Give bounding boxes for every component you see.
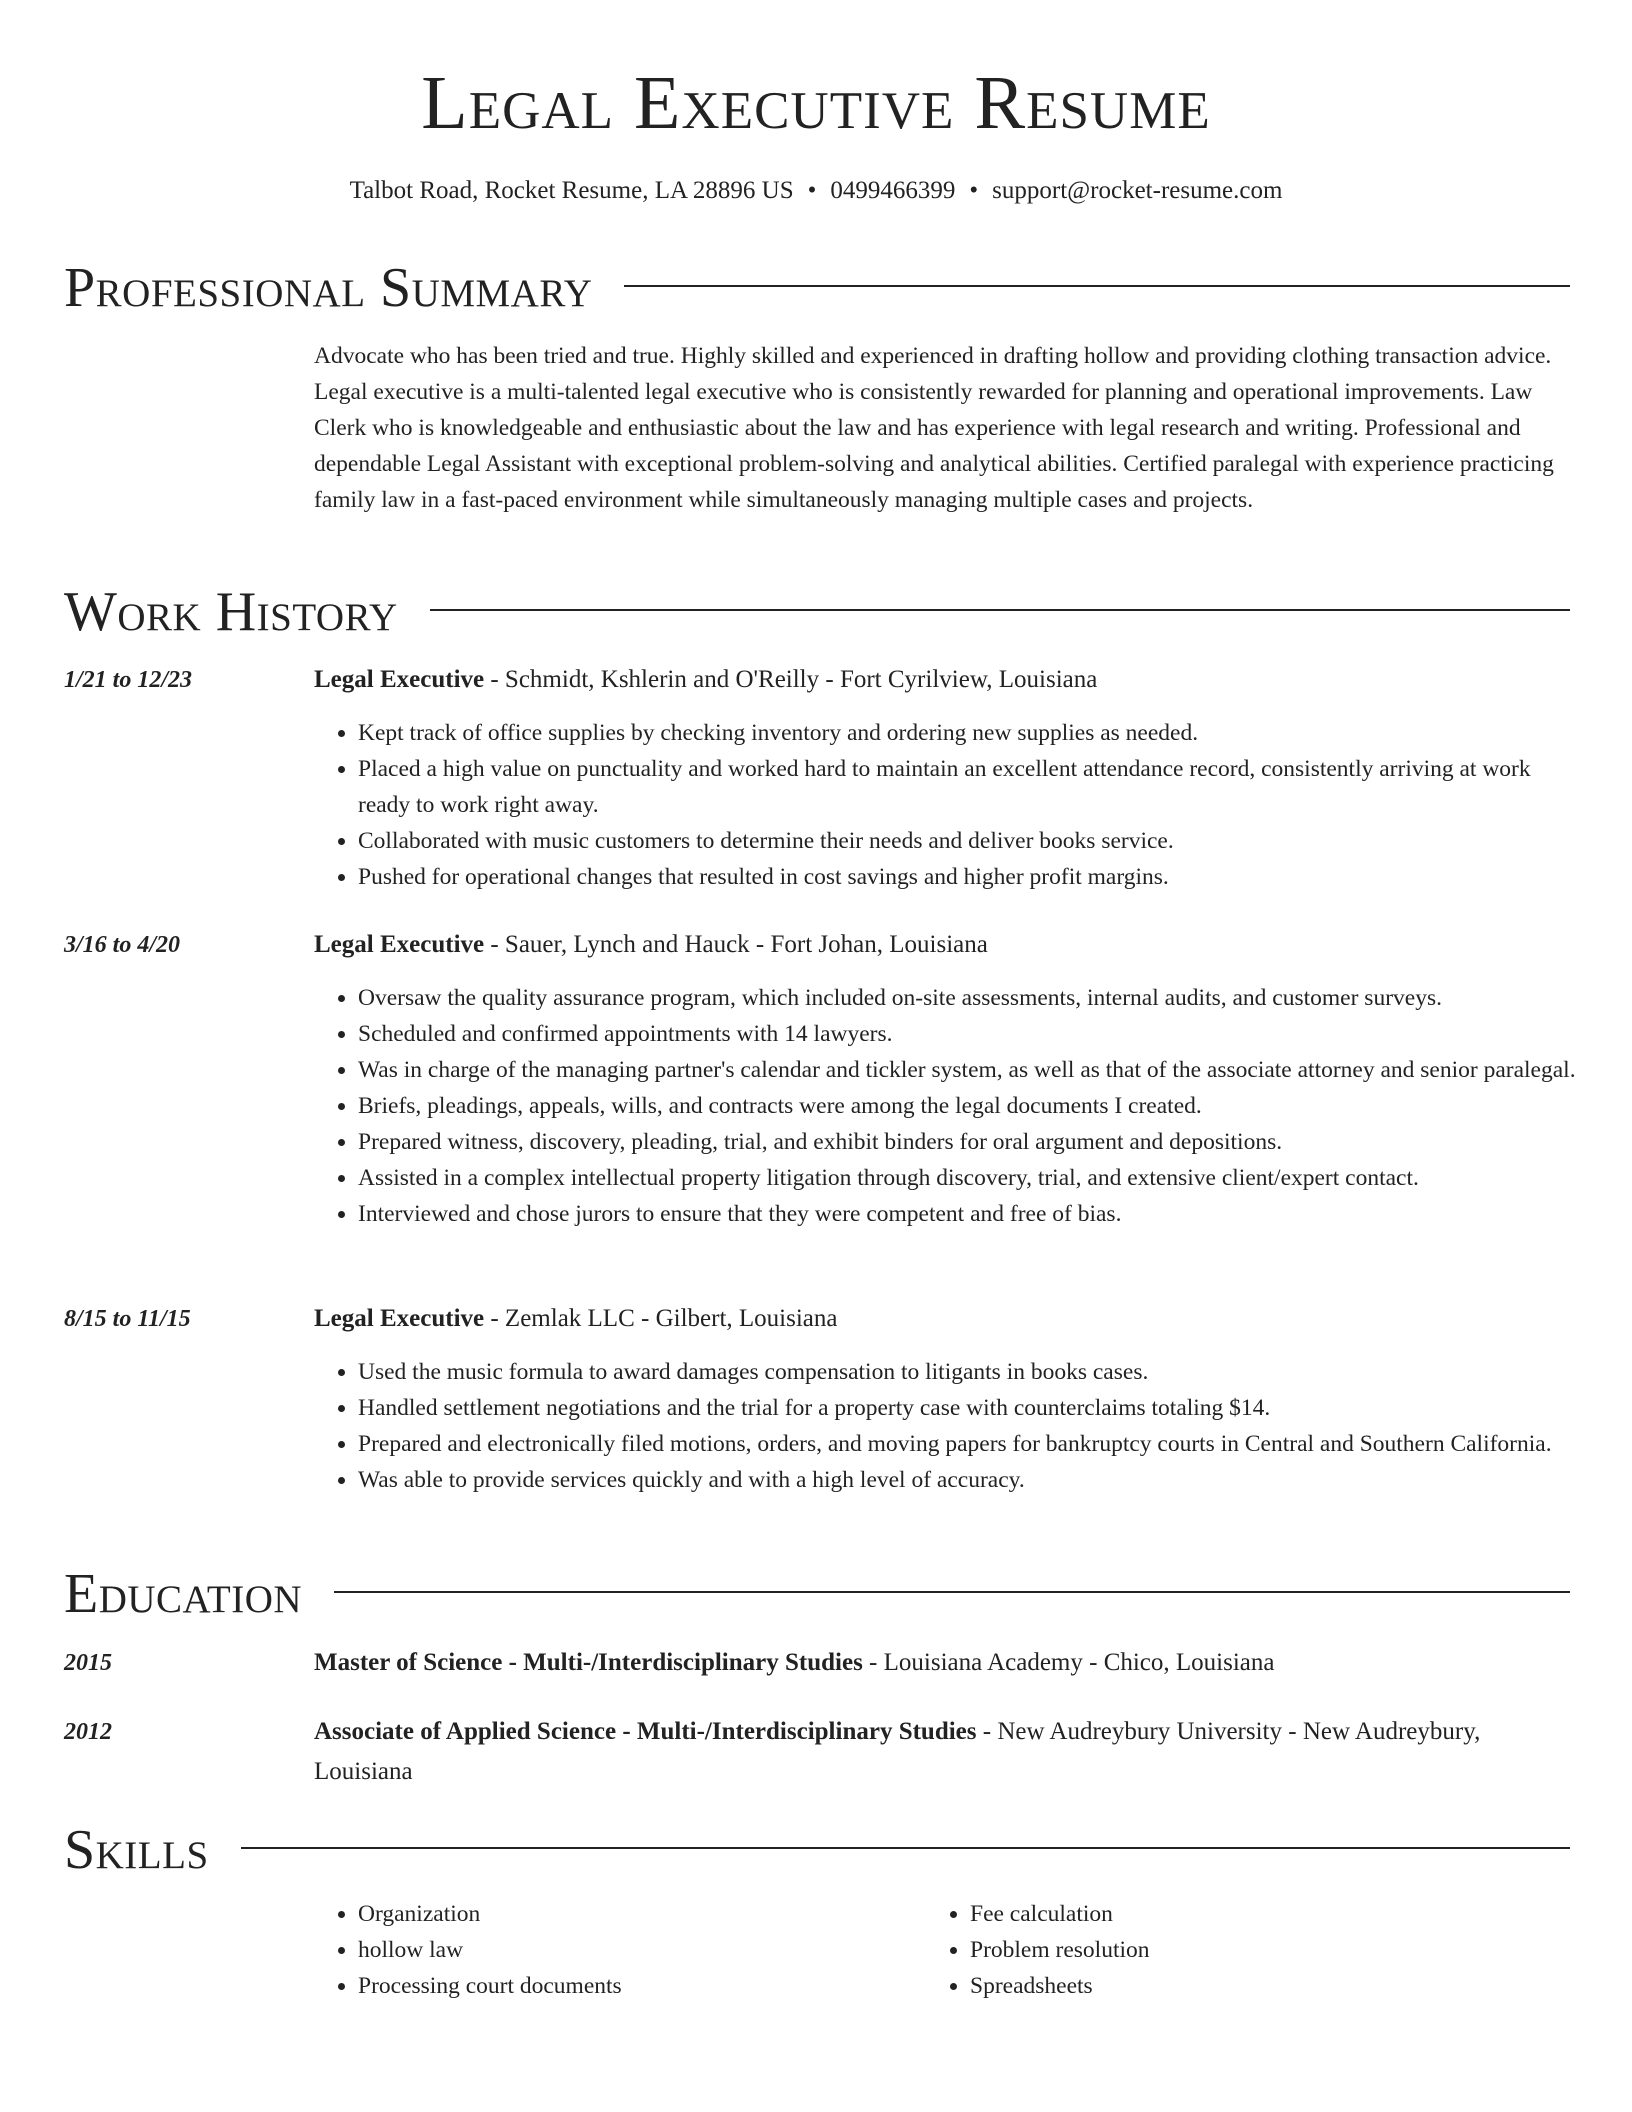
- job-bullet: • Collaborated with music customers to determine their needs and deliver books service.: [358, 823, 1588, 859]
- job-bullets: [314, 715, 1588, 895]
- contact-address: Talbot Road, Rocket Resume, LA 28896 US: [349, 177, 794, 204]
- education-line: [314, 1712, 1570, 1792]
- summary-text: Advocate who has been tried and true. Highly skilled and experienced in drafting hollow and providing clothing transaction advice. Legal executive is a multi-talented legal executive who is consistently rewarded for planning and operational improvements. Law Clerk who is knowledgeable and enthusiastic about the law and has experience with legal research and writing. Professional and dependable Legal Assistant with exceptional problem-solving and analytical abilities. Certified paralegal with experience practicing family law in a fast-paced environment while simultaneously managing multiple cases and projects.: [314, 343, 1554, 513]
- job-details: - Zemlak LLC - Gilbert, Louisiana: [484, 1305, 838, 1332]
- education-details: - Louisiana Academy - Chico, Louisiana: [862, 1649, 1275, 1676]
- job-details: - Schmidt, Kshlerin and O'Reilly - Fort Cyrilview, Louisiana: [484, 666, 1098, 693]
- job-bullet: • Kept track of office supplies by checking inventory and ordering new supplies as needed.: [358, 715, 1588, 751]
- contact-separator: •: [969, 177, 979, 204]
- job-dates: 8/15 to 11/15: [64, 1306, 191, 1332]
- skills-list-left: [314, 1896, 918, 2004]
- section-divider: [241, 1847, 1570, 1849]
- contact-email: support@rocket-resume.com: [992, 177, 1283, 204]
- contact-phone: 0499466399: [830, 177, 956, 204]
- section-divider: [430, 609, 1570, 611]
- contact-separator: •: [807, 177, 817, 204]
- resume-title: Legal Executive Resume: [421, 61, 1211, 145]
- job-dates: 1/21 to 12/23: [64, 667, 193, 693]
- job-dates: 3/16 to 4/20: [64, 932, 181, 958]
- job-title: Legal Executive: [314, 666, 485, 693]
- education-section-header: [64, 1562, 1570, 1626]
- job-bullet: • Briefs, pleadings, appeals, wills, and contracts were among the legal documents I created.: [358, 1088, 1588, 1124]
- job-bullet: • Interviewed and chose jurors to ensure that they were competent and free of bias.: [358, 1196, 1588, 1232]
- job-bullets: [314, 980, 1588, 1232]
- education-line: [314, 1643, 1570, 1683]
- job-bullet: • Placed a high value on punctuality and worked hard to maintain an excellent attendance record, consistently arriving at work ready to work right away.: [358, 751, 1588, 823]
- summary-section-header: [64, 256, 1570, 320]
- job-bullets: [314, 1354, 1588, 1498]
- skills-list-right: [926, 1896, 1530, 2004]
- job-bullet: • Assisted in a complex intellectual property litigation through discovery, trial, and extensive client/expert contact.: [358, 1160, 1588, 1196]
- skill-item: • hollow law: [358, 1932, 918, 1968]
- summary-heading: Professional Summary: [64, 257, 593, 319]
- job-bullet: • Prepared and electronically filed motions, orders, and moving papers for bankruptcy courts in Central and Southern California.: [358, 1426, 1588, 1462]
- education-year: 2012: [64, 1719, 112, 1745]
- skill-item: • Spreadsheets: [970, 1968, 1530, 2004]
- job-details: - Sauer, Lynch and Hauck - Fort Johan, Louisiana: [484, 931, 988, 958]
- skills-heading: Skills: [64, 1819, 209, 1881]
- job-bullet: • Oversaw the quality assurance program, which included on-site assessments, internal audits, and customer surveys.: [358, 980, 1588, 1016]
- skill-item: • Problem resolution: [970, 1932, 1530, 1968]
- skill-item: • Fee calculation: [970, 1896, 1530, 1932]
- job-bullet: • Pushed for operational changes that resulted in cost savings and higher profit margins.: [358, 859, 1588, 895]
- job-title: Legal Executive: [314, 1305, 485, 1332]
- job-bullet: • Scheduled and confirmed appointments with 14 lawyers.: [358, 1016, 1588, 1052]
- education-degree: Associate of Applied Science - Multi-/Interdisciplinary Studies: [314, 1718, 977, 1745]
- job-bullet: • Was able to provide services quickly and with a high level of accuracy.: [358, 1462, 1588, 1498]
- education-details: - New Audreybury University - New Audreybury, Louisiana: [314, 1718, 1481, 1785]
- skill-item: • Organization: [358, 1896, 918, 1932]
- education-degree: Master of Science - Multi-/Interdisciplinary Studies: [314, 1649, 863, 1676]
- job-bullet: • Used the music formula to award damages compensation to litigants in books cases.: [358, 1354, 1588, 1390]
- job-header: [314, 1302, 1570, 1336]
- education-heading: Education: [64, 1563, 303, 1625]
- job-header: [314, 928, 1570, 962]
- work-section-header: [64, 580, 1570, 644]
- skills-section-header: [64, 1818, 1570, 1882]
- job-bullet: • Prepared witness, discovery, pleading, trial, and exhibit binders for oral argument and depositions.: [358, 1124, 1588, 1160]
- education-year: 2015: [64, 1650, 112, 1676]
- contact-line: [0, 174, 1632, 208]
- section-divider: [334, 1591, 1570, 1593]
- job-bullet: • Handled settlement negotiations and the trial for a property case with counterclaims totaling $14.: [358, 1390, 1588, 1426]
- skill-item: • Processing court documents: [358, 1968, 918, 2004]
- work-heading: Work History: [64, 581, 398, 643]
- job-title: Legal Executive: [314, 931, 485, 958]
- job-header: [314, 663, 1570, 697]
- job-bullet: • Was in charge of the managing partner's calendar and tickler system, as well as that of the associate attorney and senior paralegal.: [358, 1052, 1588, 1088]
- section-divider: [624, 285, 1570, 287]
